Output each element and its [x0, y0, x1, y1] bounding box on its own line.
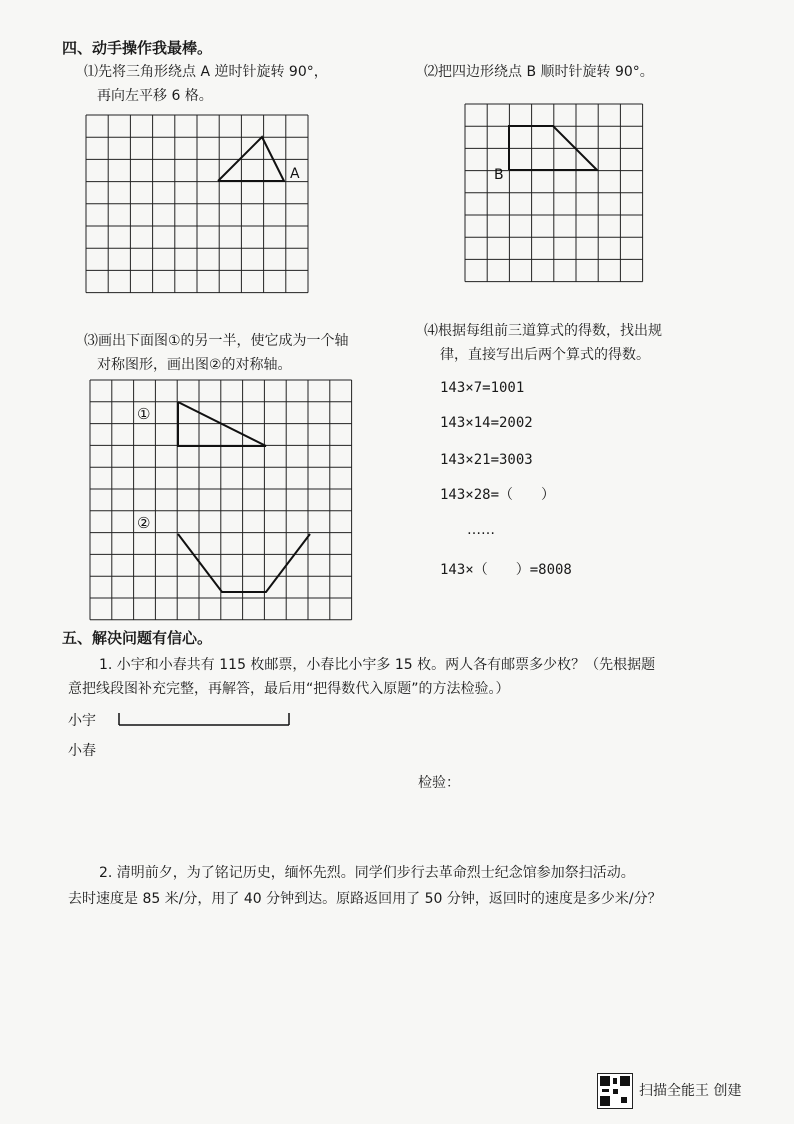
xiaochun-label: 小春	[68, 743, 96, 759]
q4-equation-1: 143×7=1001	[440, 380, 525, 396]
q3-figure2	[178, 534, 310, 592]
q2-instruction: ⑵把四边形绕点 B 顺时针旋转 90°。	[424, 64, 654, 80]
q1-instruction-line1: ⑴先将三角形绕点 A 逆时针旋转 90°，	[84, 64, 328, 80]
q1-instruction-line2: 再向左平移 6 格。	[97, 88, 213, 104]
q2-point-label: B	[494, 167, 504, 183]
problem1-line1: 1. 小宇和小春共有 115 枚邮票，小春比小宇多 15 枚。两人各有邮票多少枚？（先根据题	[99, 657, 656, 673]
problem2-answer-area[interactable]	[68, 920, 748, 1060]
problem2-line2: 去时速度是 85 米/分，用了 40 分钟到达。原路返回用了 50 分钟，返回时的速度是多少米/分？	[68, 891, 662, 907]
q4-instruction-line2: 律，直接写出后两个算式的得数。	[440, 347, 650, 363]
section5-title: 五、解决问题有信心。	[62, 629, 213, 647]
q3-figure2-label: ②	[137, 514, 151, 532]
q4-equation-3: 143×21=3003	[440, 452, 533, 468]
q4-equation-2: 143×14=2002	[440, 415, 533, 431]
q1-point-label: A	[290, 166, 300, 182]
q4-instruction-line1: ⑷根据每组前三道算式的得数，找出规	[424, 323, 662, 339]
qr-code-icon	[597, 1073, 633, 1109]
xiaochun-segment-answer-area[interactable]	[115, 741, 375, 761]
q4-equation-4-blank[interactable]: 143×28=（ ）	[440, 487, 556, 503]
q3-grid[interactable]	[90, 380, 354, 618]
q4-ellipsis: ……	[467, 522, 495, 538]
q4-equation-5-blank[interactable]: 143×（ ）=8008	[440, 562, 572, 578]
q2-grid[interactable]	[465, 104, 641, 284]
xiaoyu-segment	[115, 711, 295, 727]
xiaoyu-label: 小宇	[68, 713, 96, 729]
q3-instruction-line1: ⑶画出下面图①的另一半，使它成为一个轴	[84, 333, 349, 349]
problem1-line2: 意把线段图补充完整，再解答，最后用“把得数代入原题”的方法检验。）	[68, 681, 510, 697]
q3-instruction-line2: 对称图形，画出图②的对称轴。	[97, 357, 292, 373]
problem1-answer-area[interactable]	[68, 795, 748, 845]
problem2-line1: 2. 清明前夕，为了铭记历史，缅怀先烈。同学们步行去革命烈士纪念馆参加祭扫活动。	[99, 865, 635, 881]
scanner-watermark: 扫描全能王 创建	[639, 1083, 742, 1099]
q1-grid[interactable]	[86, 115, 310, 297]
section4-title: 四、动手操作我最棒。	[62, 39, 213, 57]
check-label: 检验：	[418, 775, 460, 791]
q3-figure1-label: ①	[137, 405, 151, 423]
